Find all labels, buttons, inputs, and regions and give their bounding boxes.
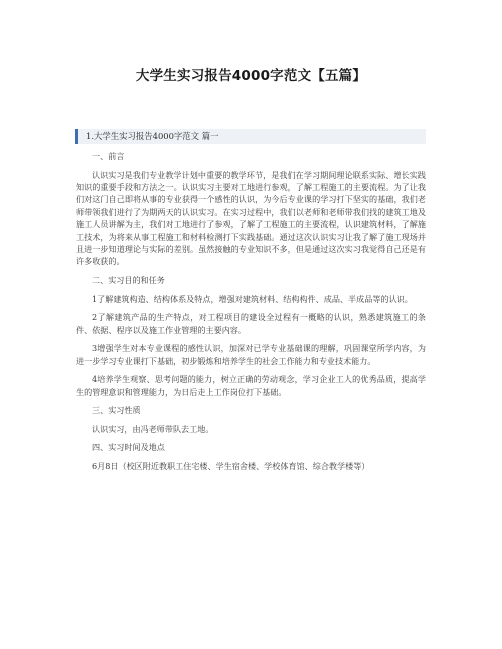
heading-nature: 三、实习性质 — [92, 405, 141, 416]
paragraph-preface: 认识实习是我们专业教学计划中重要的教学环节，是我们在学习期间理论联系实际、增长实践知识的重要手段和方法之一。认识实习主要对工地进行参观，了解工程施工的主要流程。为了让我们对这门自己即将从事的专业获得一个感性的认识，为今后专业课的学习打下坚实的基础，我们老师带领我们进行了为期两天的认识实习。在实习过程中，我们以老师和老师带我们找的建筑工地及施工人员讲解为主，我们对工地进行了参观，了解了工程施工的主要流程，认识建筑材料，了解施工技术，为将来从事工程施工和材料检测打下实践基础。通过这次认识实习让我了解了施工现场并且进一步知道理论与实际的差别。虽然接触的专业知识不多，但是通过这次实习我觉得自己还是有许多收获的。 — [76, 169, 426, 267]
paragraph-nature: 认识实习，由冯老师带队去工地。 — [92, 423, 214, 434]
paragraph-purpose-3: 3增强学生对本专业课程的感性认识，加深对已学专业基础课的理解，巩固课堂所学内容，为进一步学习专业课打下基础，初步锻炼和培养学生的社会工作能力和专业技术能力。 — [76, 343, 426, 366]
document-body — [76, 150, 426, 479]
section-heading-bar — [75, 129, 426, 144]
heading-purpose: 二、实习目的和任务 — [92, 275, 165, 286]
paragraph-purpose-2: 2了解建筑产品的生产特点，对工程项目的建设全过程有一概略的认识，熟悉建筑施工的条件、依据、程序以及施工作业管理的主要内容。 — [76, 312, 426, 335]
paragraph-purpose-4: 4培养学生观察、思考问题的能力，树立正确的劳动观念，学习企业工人的优秀品质，提高学生的管理意识和管理能力，为日后走上工作岗位打下基础。 — [76, 374, 426, 397]
heading-time-place: 四、实习时间及地点 — [92, 442, 165, 453]
paragraph-time-place: 6月8日（校区附近教职工住宅楼、学生宿舍楼、学校体育馆、综合教学楼等） — [92, 461, 370, 471]
heading-preface: 一、前言 — [92, 151, 125, 161]
section-heading: 1.大学生实习报告4000字范文 篇一 — [86, 131, 219, 141]
paragraph-purpose-1: 1了解建筑构造、结构体系及特点，增强对建筑材料、结构构件、成品、半成品等的认识。 — [92, 293, 413, 304]
document-title: 大学生实习报告4000字范文【五篇】 — [135, 68, 367, 84]
